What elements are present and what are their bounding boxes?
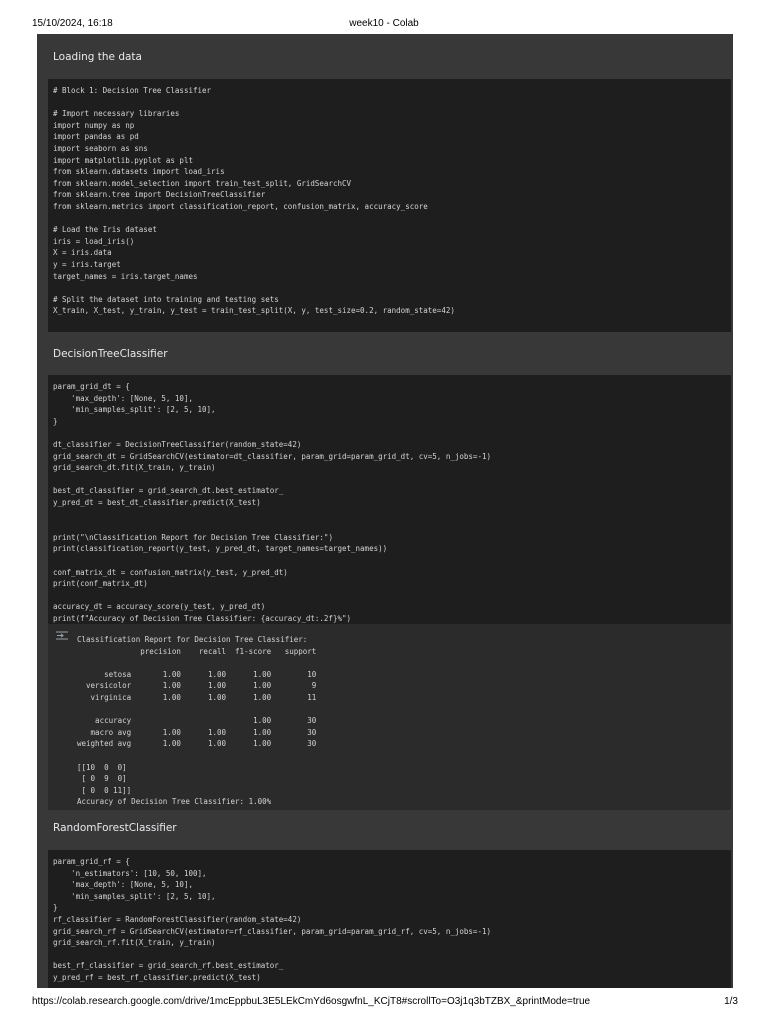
notebook-sheet bbox=[37, 34, 733, 988]
print-url: https://colab.research.google.com/drive/1mcEppbuL3E5LEkCmYd6osgwfnL_KCjT8#scrollTo=O3j1q3bTZBX_&printMode=true bbox=[32, 996, 591, 1007]
print-title: week10 - Colab bbox=[349, 18, 419, 29]
output-expand-icon[interactable] bbox=[56, 631, 68, 640]
print-header bbox=[0, 0, 768, 34]
print-footer bbox=[0, 994, 768, 1014]
output-text-decision-tree: Classification Report for Decision Tree Classifier: precision recall f1-score support setosa 1.00 1.00 1.00 10 versicolor 1.00 1.00 1.00 9 virginica 1.00 1.00 1.00 11 accuracy 1.00 30 macro avg 1.00 1.00 1.00 30 weighted avg 1.00 1.00 1.00 30 [[10 0 0] [ 0 9 0] [ 0 0 11]] Accuracy of Decision Tree Classifier: 1.00% bbox=[77, 635, 317, 807]
code-text-load-data[interactable]: # Block 1: Decision Tree Classifier # Import necessary libraries import numpy as np import pandas as pd import seaborn as sns import matplotlib.pyplot as plt from sklearn.datasets import load_iris from sklearn.model_selection import train_test_split, GridSearchCV from sklearn.tree import DecisionTreeClassifier from sklearn.metrics import classification_report, confusion_matrix, accuracy_score # Load the Iris dataset iris = load_iris() X = iris.data y = iris.target target_names = iris.target_names # Split the dataset into training and testing sets X_train, X_test, y_train, y_test = train_test_split(X, y, test_size=0.2, random_state=42) bbox=[53, 86, 455, 316]
code-cell-decision-tree[interactable] bbox=[48, 375, 731, 624]
print-page-number: 1/3 bbox=[724, 996, 738, 1007]
print-date: 15/10/2024, 16:18 bbox=[32, 18, 113, 29]
code-cell-random-forest[interactable] bbox=[48, 850, 731, 988]
markdown-heading-decision-tree[interactable]: DecisionTreeClassifier bbox=[53, 348, 168, 360]
code-text-random-forest[interactable]: param_grid_rf = { 'n_estimators': [10, 50, 100], 'max_depth': [None, 5, 10], 'min_samples_split': [2, 5, 10], } rf_classifier = RandomForestClassifier(random_state=42) grid_search_rf = GridSearchCV(estimator=rf_classifier, param_grid=param_grid_rf, cv=5, n_jobs=-1) grid_search_rf.fit(X_train, y_train) best_rf_classifier = grid_search_rf.best_estimator_ y_pred_rf = best_rf_classifier.predict(X_test) bbox=[53, 857, 491, 982]
code-text-decision-tree[interactable]: param_grid_dt = { 'max_depth': [None, 5, 10], 'min_samples_split': [2, 5, 10], } dt_classifier = DecisionTreeClassifier(random_state=42) grid_search_dt = GridSearchCV(estimator=dt_classifier, param_grid=param_grid_dt, cv=5, n_jobs=-1) grid_search_dt.fit(X_train, y_train) best_dt_classifier = grid_search_dt.best_estimator_ y_pred_dt = best_dt_classifier.predict(X_test) print("\nClassification Report for Decision Tree Classifier:") print(classification_report(y_test, y_pred_dt, target_names=target_names)) conf_matrix_dt = confusion_matrix(y_test, y_pred_dt) print(conf_matrix_dt) accuracy_dt = accuracy_score(y_test, y_pred_dt) print(f"Accuracy of Decision Tree Classifier: {accuracy_dt:.2f}%") bbox=[53, 382, 491, 623]
cell-output-decision-tree bbox=[48, 624, 731, 810]
code-cell-load-data[interactable] bbox=[48, 79, 731, 332]
markdown-heading-loading-data[interactable]: Loading the data bbox=[53, 51, 142, 63]
markdown-heading-random-forest[interactable]: RandomForestClassifier bbox=[53, 822, 177, 834]
